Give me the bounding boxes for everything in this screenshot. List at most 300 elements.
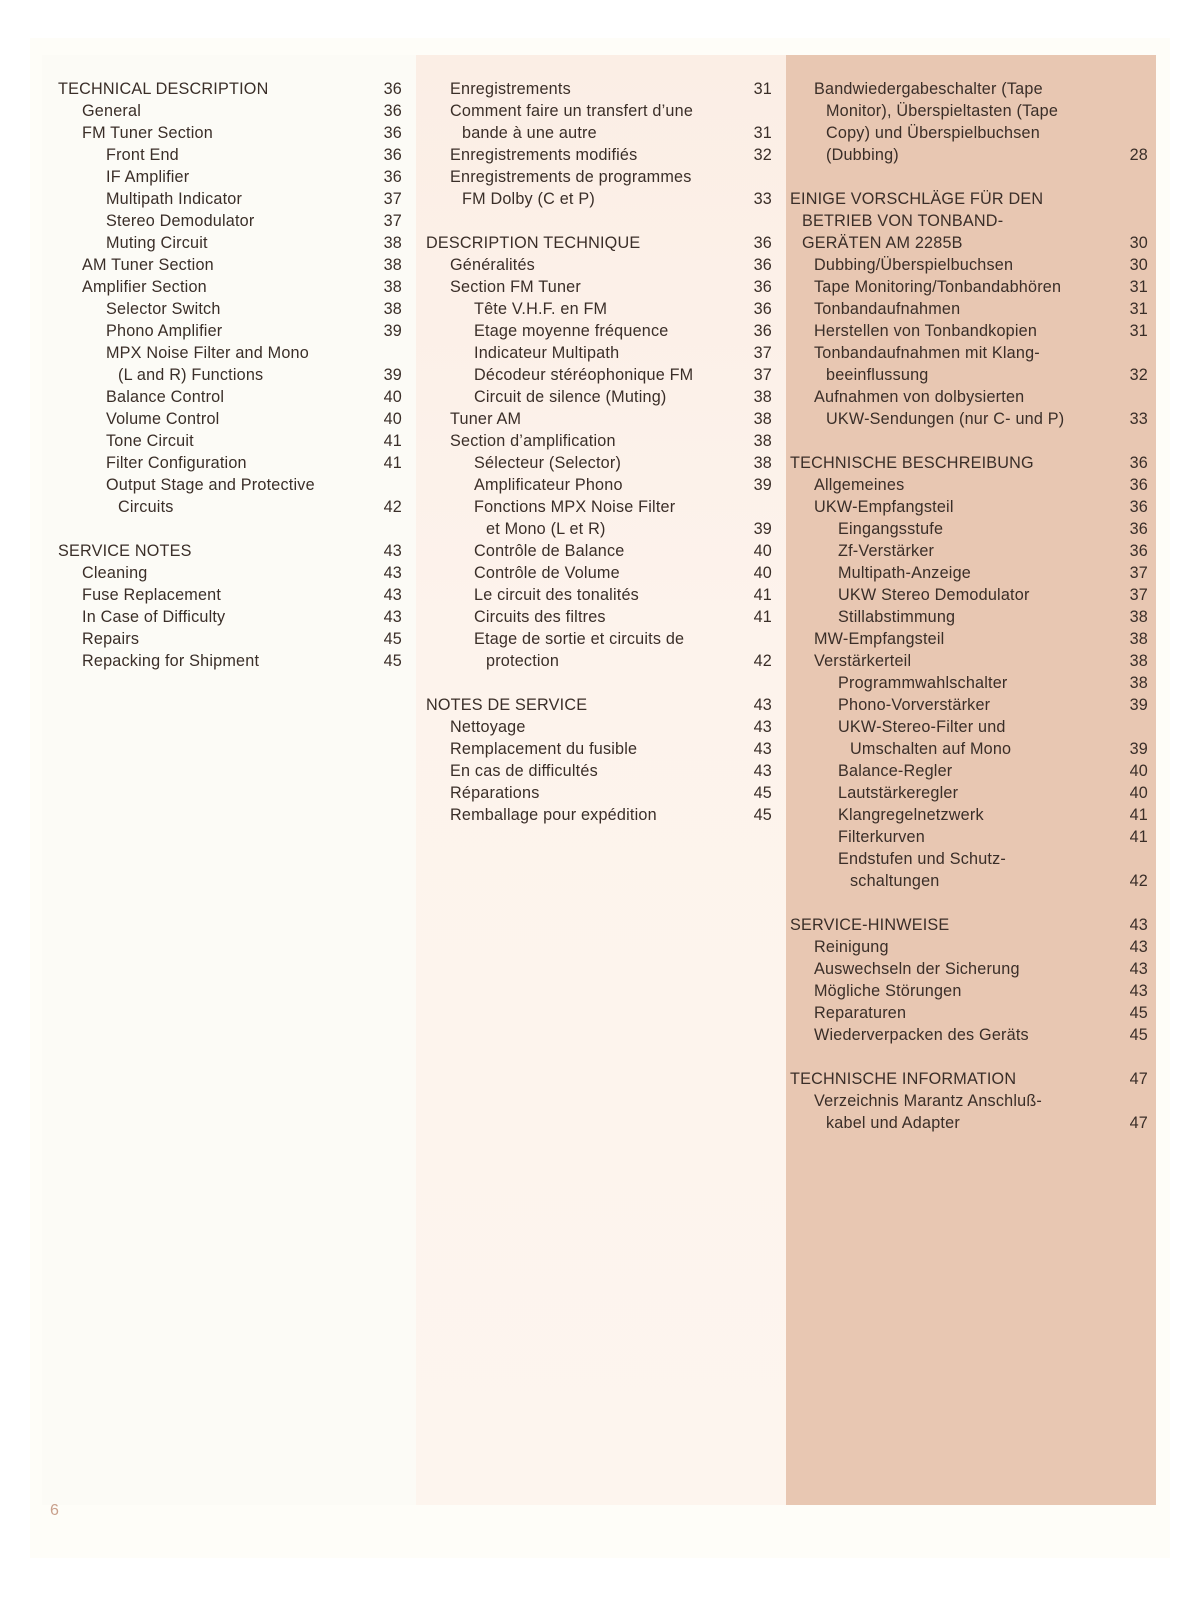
toc-entry[interactable]: [790, 628, 1148, 650]
toc-column-german: [790, 78, 1148, 1134]
toc-entry[interactable]: [58, 100, 402, 122]
toc-entry[interactable]: [58, 562, 402, 584]
toc-entry[interactable]: [790, 760, 1148, 782]
toc-entry[interactable]: [426, 254, 772, 276]
toc-entry-title-line: schaltungen: [850, 872, 940, 890]
toc-entry[interactable]: [426, 452, 772, 474]
toc-entry-title-line: Tonbandaufnahmen: [814, 300, 961, 318]
toc-entry-title-line: Cleaning: [82, 564, 148, 582]
toc-entry-title-line: Enregistrements de programmes: [450, 168, 692, 186]
toc-entry-title-line: Front End: [106, 146, 179, 164]
toc-entry-title-line: Tonbandaufnahmen mit Klang-: [814, 344, 1040, 362]
toc-entry-title: [426, 166, 742, 210]
toc-page-number: 37: [383, 212, 402, 230]
toc-entry-title: [426, 386, 742, 408]
toc-entry-title-line: Amplifier Section: [82, 278, 207, 296]
toc-entry-title: [790, 628, 1118, 650]
toc-entry-title: [790, 496, 1118, 518]
toc-entry-title: [790, 782, 1118, 804]
toc-entry-title: [426, 408, 742, 430]
toc-entry-title-line: Indicateur Multipath: [474, 344, 620, 362]
toc-entry-title: [58, 342, 372, 386]
toc-entry[interactable]: [790, 584, 1148, 606]
toc-entry-title: [58, 144, 372, 166]
toc-entry[interactable]: [790, 1090, 1148, 1134]
toc-entry[interactable]: [426, 320, 772, 342]
toc-entry[interactable]: [790, 826, 1148, 848]
toc-entry-title-line: Etage de sortie et circuits de: [474, 630, 685, 648]
toc-entry-title-line: GERÄTEN AM 2285B: [802, 234, 963, 252]
section-gap: [790, 1046, 1148, 1068]
toc-page-number: 37: [753, 344, 772, 362]
toc-entry-title: [58, 540, 372, 562]
toc-entry-title-line: Eingangsstufe: [838, 520, 944, 538]
toc-section-heading[interactable]: [58, 78, 402, 100]
toc-entry-title-line: Contrôle de Volume: [474, 564, 620, 582]
toc-entry-title-line: Fonctions MPX Noise Filter: [474, 498, 676, 516]
toc-entry-title-line: Le circuit des tonalités: [474, 586, 639, 604]
toc-entry-title: [790, 804, 1118, 826]
toc-entry-title: [426, 364, 742, 386]
toc-entry[interactable]: [426, 804, 772, 826]
toc-section-heading[interactable]: [426, 232, 772, 254]
toc-entry-title-line: FM Tuner Section: [82, 124, 213, 142]
toc-entry-title: [426, 562, 742, 584]
toc-entry-title-line: Enregistrements: [450, 80, 571, 98]
toc-page-number: 32: [1129, 366, 1148, 384]
toc-page-number: 36: [753, 278, 772, 296]
toc-entry[interactable]: [58, 408, 402, 430]
toc-page-number: 39: [753, 520, 772, 538]
toc-entry-title-line: Stillabstimmung: [838, 608, 956, 626]
toc-entry-title: [58, 276, 372, 298]
toc-entry-title-line: FM Dolby (C et P): [462, 190, 595, 208]
toc-entry[interactable]: [790, 320, 1148, 342]
toc-page-number: 33: [1129, 410, 1148, 428]
toc-entry[interactable]: [426, 144, 772, 166]
toc-entry-title-line: Généralités: [450, 256, 535, 274]
toc-entry-title: [790, 650, 1118, 672]
toc-entry[interactable]: [426, 430, 772, 452]
toc-entry-title-line: UKW-Sendungen (nur C- und P): [826, 410, 1065, 428]
toc-page-number: 36: [383, 80, 402, 98]
toc-page-number: 38: [1129, 630, 1148, 648]
toc-entry-title-line: BETRIEB VON TONBAND-: [802, 212, 1004, 230]
toc-entry-title: [790, 584, 1118, 606]
toc-entry-title-line: beeinflussung: [826, 366, 929, 384]
toc-entry[interactable]: [426, 342, 772, 364]
toc-entry-title: [426, 628, 742, 672]
toc-page-number: 40: [383, 410, 402, 428]
toc-entry-title: [58, 474, 372, 518]
section-gap: [790, 892, 1148, 914]
toc-entry-title: [790, 188, 1118, 254]
toc-entry-title-line: Bandwiedergabeschalter (Tape: [814, 80, 1043, 98]
toc-page-number: 31: [753, 80, 772, 98]
toc-entry-title-line: Contrôle de Balance: [474, 542, 625, 560]
toc-entry-title-line: Tone Circuit: [106, 432, 194, 450]
toc-entry[interactable]: [790, 342, 1148, 386]
toc-entry-title: [790, 562, 1118, 584]
toc-entry-title: [58, 386, 372, 408]
toc-entry-title: [426, 496, 742, 540]
toc-page-number: 41: [1129, 806, 1148, 824]
toc-entry-title: [790, 386, 1118, 430]
toc-entry[interactable]: [58, 430, 402, 452]
toc-entry-title: [426, 276, 742, 298]
toc-entry[interactable]: [426, 386, 772, 408]
section-gap: [790, 166, 1148, 188]
toc-entry-title: [790, 78, 1118, 166]
toc-entry[interactable]: [426, 276, 772, 298]
toc-entry-title: [790, 1002, 1118, 1024]
toc-entry-title: [790, 936, 1118, 958]
toc-entry-title-line: En cas de difficultés: [450, 762, 598, 780]
toc-entry-title-line: Circuits: [118, 498, 174, 516]
toc-entry-title-line: Zf-Verstärker: [838, 542, 935, 560]
toc-entry-title-line: AM Tuner Section: [82, 256, 214, 274]
toc-entry[interactable]: [58, 254, 402, 276]
toc-entry-title-line: Enregistrements modifiés: [450, 146, 638, 164]
toc-entry[interactable]: [426, 78, 772, 100]
toc-entry-title-line: Volume Control: [106, 410, 220, 428]
toc-entry[interactable]: [790, 716, 1148, 760]
toc-entry[interactable]: [790, 474, 1148, 496]
toc-entry[interactable]: [790, 782, 1148, 804]
toc-entry-title: [58, 254, 372, 276]
toc-entry-title-line: Output Stage and Protective: [106, 476, 315, 494]
toc-page-number: 40: [753, 564, 772, 582]
toc-entry-title-line: Réparations: [450, 784, 540, 802]
toc-page-number: 37: [1129, 564, 1148, 582]
toc-entry-title: [790, 716, 1118, 760]
toc-entry[interactable]: [426, 364, 772, 386]
toc-entry-title-line: Multipath-Anzeige: [838, 564, 971, 582]
toc-entry-title-line: Auswechseln der Sicherung: [814, 960, 1020, 978]
toc-page-number: 36: [1129, 520, 1148, 538]
toc-entry-title-line: EINIGE VORSCHLÄGE FÜR DEN: [790, 190, 1044, 208]
toc-entry-title: [790, 980, 1118, 1002]
toc-entry-title: [426, 342, 742, 364]
toc-page-number: 45: [753, 784, 772, 802]
section-gap: [426, 210, 772, 232]
toc-entry[interactable]: [426, 782, 772, 804]
toc-entry[interactable]: [790, 540, 1148, 562]
toc-entry[interactable]: [426, 760, 772, 782]
toc-entry-title-line: UKW Stereo Demodulator: [838, 586, 1030, 604]
toc-entry-title-line: Sélecteur (Selector): [474, 454, 622, 472]
toc-page-number: 41: [753, 586, 772, 604]
toc-page-number: 42: [383, 498, 402, 516]
toc-entry-title: [790, 606, 1118, 628]
toc-page-number: 38: [1129, 608, 1148, 626]
toc-page-number: 38: [753, 454, 772, 472]
toc-entry[interactable]: [58, 342, 402, 386]
toc-entry[interactable]: [790, 1002, 1148, 1024]
toc-entry[interactable]: [790, 496, 1148, 518]
toc-entry[interactable]: [58, 188, 402, 210]
toc-page-number: 32: [753, 146, 772, 164]
toc-entry-title: [790, 958, 1118, 980]
toc-entry-title: [790, 474, 1118, 496]
toc-page-number: 45: [383, 630, 402, 648]
toc-entry-title-line: NOTES DE SERVICE: [426, 696, 588, 714]
toc-entry-title: [58, 628, 372, 650]
toc-entry[interactable]: [790, 386, 1148, 430]
toc-entry-title: [426, 584, 742, 606]
toc-entry[interactable]: [790, 958, 1148, 980]
toc-entry-title-line: (L and R) Functions: [118, 366, 264, 384]
toc-entry-title-line: UKW-Stereo-Filter und: [838, 718, 1006, 736]
toc-column-french: [426, 78, 772, 826]
toc-entry-title: [790, 518, 1118, 540]
toc-entry[interactable]: [790, 980, 1148, 1002]
toc-entry-title: [58, 562, 372, 584]
toc-entry-title: [790, 298, 1118, 320]
toc-page-number: 38: [1129, 652, 1148, 670]
toc-entry[interactable]: [58, 166, 402, 188]
toc-entry-title: [58, 232, 372, 254]
toc-page-number: 43: [383, 608, 402, 626]
toc-entry-title-line: Repacking for Shipment: [82, 652, 260, 670]
toc-page-number: 36: [383, 124, 402, 142]
toc-page-number: 40: [383, 388, 402, 406]
toc-entry-title-line: Tuner AM: [450, 410, 522, 428]
toc-entry-title: [790, 342, 1118, 386]
toc-page-number: 41: [383, 432, 402, 450]
toc-entry[interactable]: [58, 606, 402, 628]
toc-page-number: 38: [753, 388, 772, 406]
toc-entry-title: [426, 760, 742, 782]
toc-page-number: 45: [753, 806, 772, 824]
toc-entry-title: [790, 320, 1118, 342]
toc-entry-title-line: Monitor), Überspieltasten (Tape: [826, 102, 1059, 120]
toc-entry-title: [426, 254, 742, 276]
toc-section-heading[interactable]: [426, 694, 772, 716]
toc-entry-title-line: Aufnahmen von dolbysierten: [814, 388, 1025, 406]
toc-entry-title-line: Dubbing/Überspielbuchsen: [814, 256, 1014, 274]
toc-entry-title: [58, 606, 372, 628]
toc-page-number: 36: [753, 256, 772, 274]
toc-entry[interactable]: [58, 584, 402, 606]
toc-entry-title-line: UKW-Empfangsteil: [814, 498, 954, 516]
toc-entry-title-line: Balance Control: [106, 388, 225, 406]
toc-entry-title-line: Herstellen von Tonbandkopien: [814, 322, 1038, 340]
toc-page-number: 36: [753, 322, 772, 340]
toc-entry-title: [426, 430, 742, 452]
toc-entry-title: [58, 584, 372, 606]
toc-entry-title-line: (Dubbing): [826, 146, 899, 164]
toc-entry[interactable]: [426, 408, 772, 430]
toc-entry[interactable]: [790, 254, 1148, 276]
toc-section-heading[interactable]: [790, 188, 1148, 254]
toc-entry[interactable]: [58, 122, 402, 144]
toc-entry-title-line: Section d’amplification: [450, 432, 616, 450]
toc-entry-title: [426, 100, 742, 144]
toc-entry-title-line: Programmwahlschalter: [838, 674, 1008, 692]
toc-entry[interactable]: [426, 496, 772, 540]
toc-entry-title-line: DESCRIPTION TECHNIQUE: [426, 234, 641, 252]
toc-entry[interactable]: [790, 518, 1148, 540]
toc-entry[interactable]: [58, 650, 402, 672]
toc-entry[interactable]: [58, 232, 402, 254]
toc-entry-title: [426, 782, 742, 804]
toc-entry-title-line: Allgemeines: [814, 476, 905, 494]
toc-page-number: 39: [1129, 740, 1148, 758]
toc-page-number: 36: [1129, 454, 1148, 472]
toc-entry[interactable]: [426, 298, 772, 320]
toc-entry[interactable]: [58, 386, 402, 408]
toc-page-number: 40: [753, 542, 772, 560]
toc-entry[interactable]: [790, 562, 1148, 584]
toc-entry[interactable]: [58, 628, 402, 650]
toc-entry-title: [426, 144, 742, 166]
toc-entry-title-line: In Case of Difficulty: [82, 608, 226, 626]
toc-entry[interactable]: [790, 804, 1148, 826]
toc-entry[interactable]: [426, 606, 772, 628]
toc-entry-title: [790, 848, 1118, 892]
toc-entry[interactable]: [790, 78, 1148, 166]
toc-entry-title-line: SERVICE-HINWEISE: [790, 916, 950, 934]
toc-page-number: 40: [1129, 784, 1148, 802]
toc-entry-title-line: Tape Monitoring/Tonbandabhören: [814, 278, 1062, 296]
toc-entry-title: [790, 276, 1118, 298]
toc-page-number: 36: [753, 234, 772, 252]
toc-entry-title: [426, 474, 742, 496]
toc-entry-title-line: Tête V.H.F. en FM: [474, 300, 608, 318]
toc-entry-title: [58, 298, 372, 320]
toc-entry[interactable]: [426, 166, 772, 210]
toc-section-heading[interactable]: [790, 914, 1148, 936]
toc-entry-title: [58, 452, 372, 474]
toc-entry[interactable]: [426, 474, 772, 496]
toc-entry[interactable]: [426, 628, 772, 672]
toc-entry[interactable]: [790, 936, 1148, 958]
toc-entry-title-line: Remballage pour expédition: [450, 806, 657, 824]
toc-section-heading[interactable]: [58, 540, 402, 562]
toc-section-heading[interactable]: [790, 452, 1148, 474]
toc-entry[interactable]: [426, 540, 772, 562]
toc-entry-title: [58, 408, 372, 430]
toc-entry-title-line: MW-Empfangsteil: [814, 630, 945, 648]
toc-page-number: 45: [1129, 1026, 1148, 1044]
toc-entry[interactable]: [426, 716, 772, 738]
toc-page-number: 38: [383, 234, 402, 252]
toc-page-number: 28: [1129, 146, 1148, 164]
toc-entry-title-line: Phono Amplifier: [106, 322, 223, 340]
toc-entry[interactable]: [58, 298, 402, 320]
toc-entry[interactable]: [426, 100, 772, 144]
toc-page-number: 31: [1129, 278, 1148, 296]
toc-page-number: 36: [383, 102, 402, 120]
toc-entry[interactable]: [790, 606, 1148, 628]
toc-entry[interactable]: [790, 276, 1148, 298]
toc-entry[interactable]: [58, 474, 402, 518]
toc-page-number: 36: [383, 168, 402, 186]
toc-section-heading[interactable]: [790, 1068, 1148, 1090]
toc-page-number: 36: [1129, 542, 1148, 560]
toc-page-number: 43: [1129, 982, 1148, 1000]
toc-page-number: 37: [383, 190, 402, 208]
toc-page-number: 43: [753, 740, 772, 758]
toc-entry[interactable]: [790, 298, 1148, 320]
toc-entry-title-line: Klangregelnetzwerk: [838, 806, 984, 824]
toc-entry[interactable]: [58, 452, 402, 474]
toc-entry-title: [58, 188, 372, 210]
toc-page-number: 37: [753, 366, 772, 384]
toc-entry-title-line: Remplacement du fusible: [450, 740, 638, 758]
section-gap: [58, 518, 402, 540]
toc-page-number: 36: [1129, 476, 1148, 494]
toc-entry-title: [426, 298, 742, 320]
toc-page-number: 41: [1129, 828, 1148, 846]
toc-entry[interactable]: [790, 1024, 1148, 1046]
toc-page-number: 43: [1129, 916, 1148, 934]
toc-entry-title-line: Selector Switch: [106, 300, 221, 318]
toc-entry-title: [790, 694, 1118, 716]
toc-page-number: 38: [383, 278, 402, 296]
toc-page-number: 43: [383, 542, 402, 560]
toc-entry[interactable]: [790, 672, 1148, 694]
toc-page-number: 38: [383, 256, 402, 274]
toc-entry-title-line: IF Amplifier: [106, 168, 190, 186]
toc-page-number: 31: [753, 124, 772, 142]
toc-entry-title-line: Lautstärkeregler: [838, 784, 959, 802]
toc-entry[interactable]: [790, 650, 1148, 672]
toc-entry-title: [58, 430, 372, 452]
toc-entry-title: [58, 122, 372, 144]
toc-page-number: 40: [1129, 762, 1148, 780]
toc-entry-title-line: Comment faire un transfert d’une: [450, 102, 694, 120]
toc-entry-title-line: Verstärkerteil: [814, 652, 912, 670]
toc-entry[interactable]: [790, 848, 1148, 892]
toc-entry[interactable]: [426, 738, 772, 760]
toc-entry-title: [426, 738, 742, 760]
toc-entry-title-line: Décodeur stéréophonique FM: [474, 366, 694, 384]
toc-entry[interactable]: [58, 276, 402, 298]
toc-entry-title-line: Phono-Vorverstärker: [838, 696, 991, 714]
toc-page-number: 39: [1129, 696, 1148, 714]
toc-page-number: 43: [753, 696, 772, 714]
toc-entry[interactable]: [58, 320, 402, 342]
toc-entry-title: [58, 166, 372, 188]
toc-entry-title: [426, 540, 742, 562]
toc-page-number: 31: [1129, 300, 1148, 318]
toc-column-english: [58, 78, 402, 672]
toc-page-number: 43: [1129, 938, 1148, 956]
toc-entry-title: [790, 1068, 1118, 1090]
toc-entry[interactable]: [790, 694, 1148, 716]
toc-entry[interactable]: [58, 210, 402, 232]
section-gap: [426, 672, 772, 694]
toc-page-number: 43: [1129, 960, 1148, 978]
toc-entry-title: [58, 78, 372, 100]
toc-entry-title-line: Copy) und Überspielbuchsen: [826, 124, 1040, 142]
toc-entry-title: [790, 452, 1118, 474]
toc-entry[interactable]: [426, 584, 772, 606]
toc-page-number: 43: [383, 586, 402, 604]
toc-entry-title-line: Balance-Regler: [838, 762, 953, 780]
toc-entry-title-line: TECHNISCHE BESCHREIBUNG: [790, 454, 1034, 472]
toc-entry[interactable]: [426, 562, 772, 584]
toc-page-number: 31: [1129, 322, 1148, 340]
toc-page-number: 39: [383, 366, 402, 384]
toc-entry-title-line: Reparaturen: [814, 1004, 907, 1022]
toc-entry-title-line: Filter Configuration: [106, 454, 247, 472]
toc-entry-title: [790, 672, 1118, 694]
toc-page-number: 39: [753, 476, 772, 494]
toc-entry[interactable]: [58, 144, 402, 166]
